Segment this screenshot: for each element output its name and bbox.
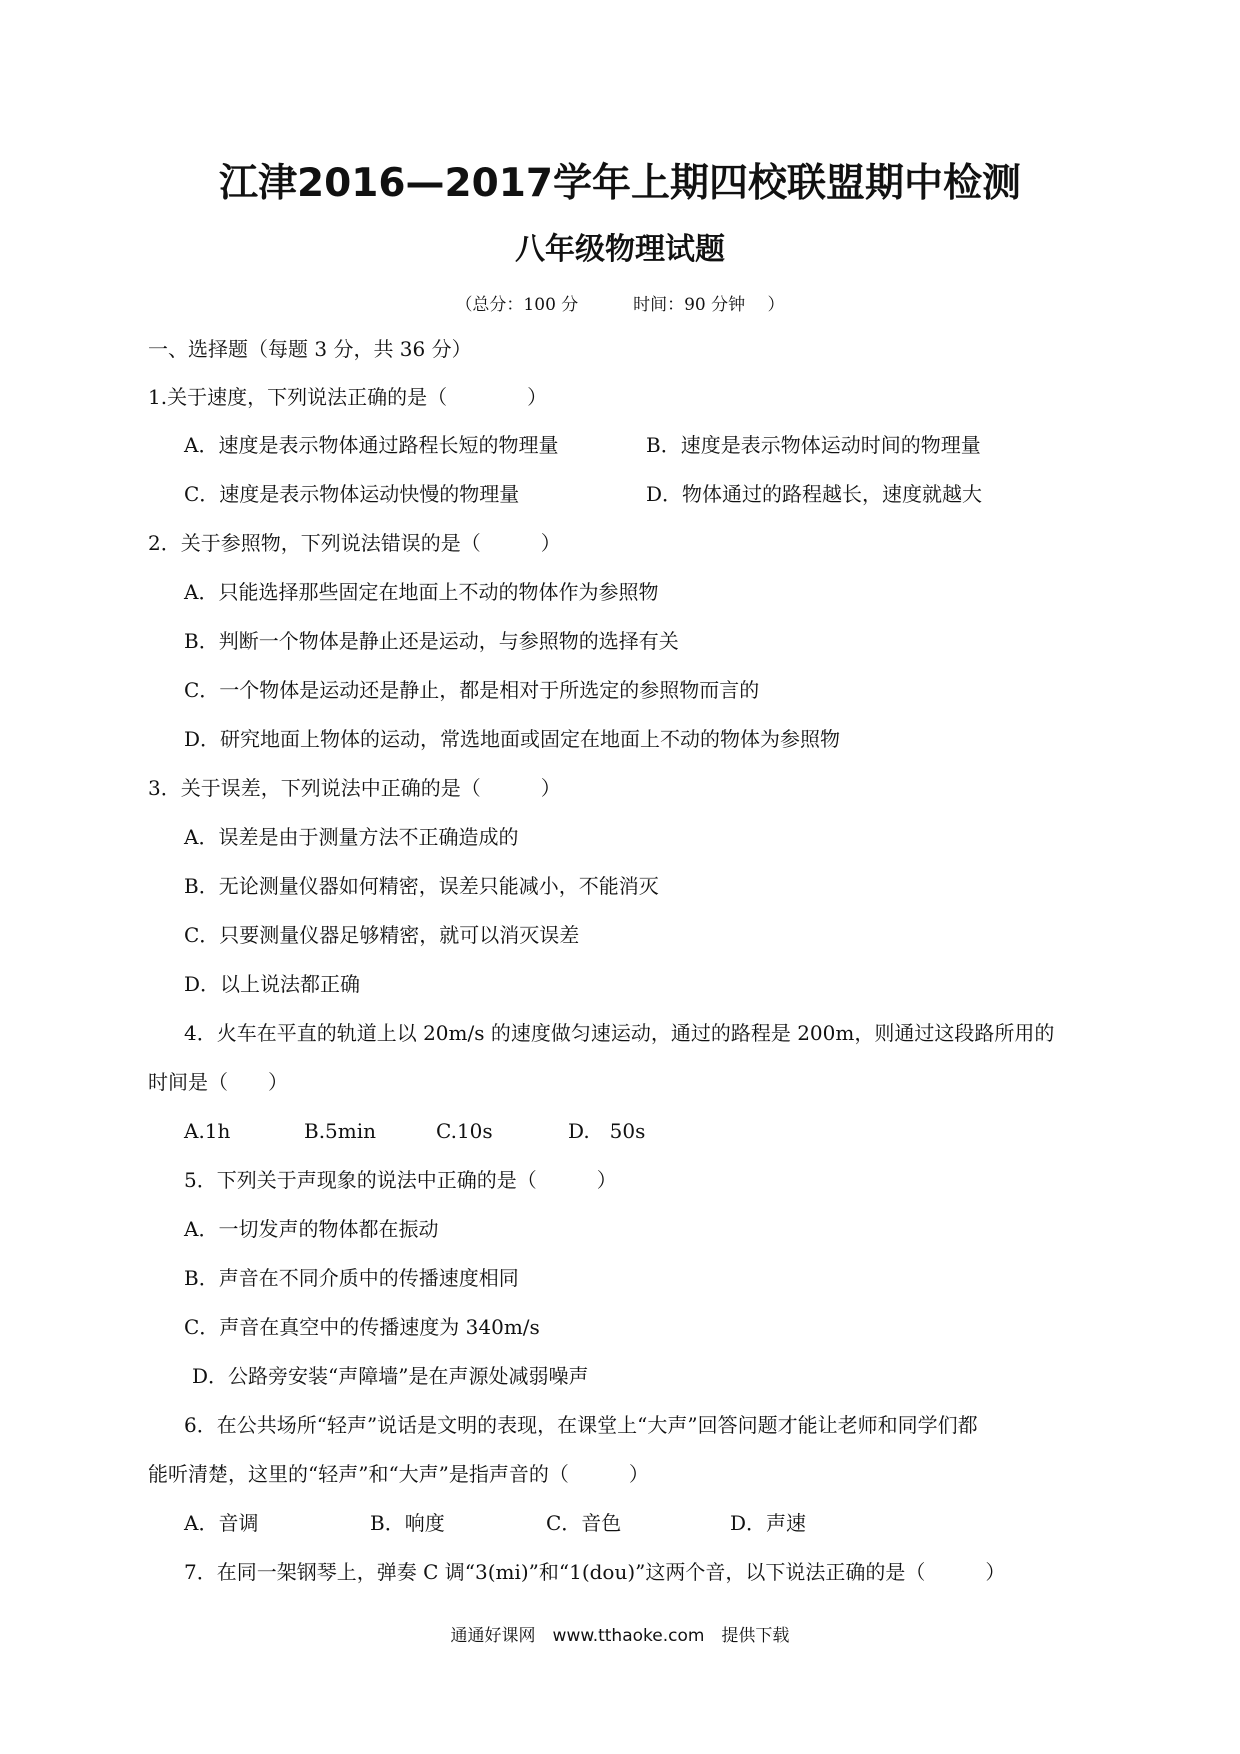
question-4-stem-line1: 4．火车在平直的轨道上以 20m/s 的速度做匀速运动，通过的路程是 200m，则通过这段路所用的 <box>184 1021 1055 1045</box>
question-1-option-d: D．物体通过的路程越长，速度就越大 <box>646 482 983 506</box>
exam-meta <box>0 290 1240 315</box>
question-1-option-b: B．速度是表示物体运动时间的物理量 <box>646 433 981 457</box>
question-7-stem: 7．在同一架钢琴上，弹奏 C 调“3(mi)”和“1(dou)”这两个音，以下说法正确的是（ ） <box>184 1560 1006 1584</box>
question-6-stem-line1: 6．在公共场所“轻声”说话是文明的表现，在课堂上“大声”回答问题才能让老师和同学们都 <box>184 1413 978 1437</box>
question-5-option-c: C．声音在真空中的传播速度为 340m/s <box>184 1315 540 1339</box>
question-4-option-d: D. 50s <box>568 1119 646 1143</box>
question-3-stem: 3．关于误差，下列说法中正确的是（ ） <box>148 776 561 800</box>
question-1-option-a: A．速度是表示物体通过路程长短的物理量 <box>184 433 559 457</box>
total-score: （总分：100 分 <box>455 295 579 315</box>
question-6-option-b: B．响度 <box>370 1511 445 1535</box>
question-6-option-d: D．声速 <box>730 1511 807 1535</box>
question-2-stem: 2．关于参照物，下列说法错误的是（ ） <box>148 531 561 555</box>
question-3-option-b: B．无论测量仪器如何精密，误差只能减小，不能消灭 <box>184 874 659 898</box>
question-5-option-b: B．声音在不同介质中的传播速度相同 <box>184 1266 519 1290</box>
question-2-option-a: A．只能选择那些固定在地面上不动的物体作为参照物 <box>184 580 659 604</box>
exam-title: 江津2016—2017学年上期四校联盟期中检测 <box>218 161 1022 206</box>
question-5-option-d: D．公路旁安装“声障墙”是在声源处减弱噪声 <box>192 1364 589 1388</box>
question-4-stem-line2: 时间是（ ） <box>148 1070 288 1094</box>
question-3-option-a: A．误差是由于测量方法不正确造成的 <box>184 825 519 849</box>
question-3-option-c: C．只要测量仪器足够精密，就可以消灭误差 <box>184 923 580 947</box>
question-5-stem: 5．下列关于声现象的说法中正确的是（ ） <box>184 1168 617 1192</box>
question-2-option-d: D．研究地面上物体的运动，常选地面或固定在地面上不动的物体为参照物 <box>184 727 841 751</box>
exam-subtitle: 八年级物理试题 <box>515 232 725 267</box>
question-1-option-c: C．速度是表示物体运动快慢的物理量 <box>184 482 520 506</box>
question-1-stem: 1.关于速度，下列说法正确的是（ ） <box>148 385 548 409</box>
question-4-option-b: B.5min <box>304 1119 377 1143</box>
page-footer: 通通好课网 www.tthaoke.com 提供下载 <box>450 1626 790 1646</box>
question-2-option-b: B．判断一个物体是静止还是运动，与参照物的选择有关 <box>184 629 679 653</box>
question-4-option-a: A.1h <box>184 1119 231 1143</box>
question-6-option-c: C．音色 <box>546 1511 622 1535</box>
question-3-option-d: D．以上说法都正确 <box>184 972 361 996</box>
question-5-option-a: A．一切发声的物体都在振动 <box>184 1217 439 1241</box>
question-6-stem-line2: 能听清楚，这里的“轻声”和“大声”是指声音的（ ） <box>148 1462 649 1486</box>
question-2-option-c: C．一个物体是运动还是静止，都是相对于所选定的参照物而言的 <box>184 678 760 702</box>
section-heading: 一、选择题（每题 3 分，共 36 分） <box>148 337 472 361</box>
exam-time: 时间：90 分钟 ） <box>633 295 785 315</box>
question-6-option-a: A．音调 <box>184 1511 259 1535</box>
question-4-option-c: C.10s <box>436 1119 493 1143</box>
